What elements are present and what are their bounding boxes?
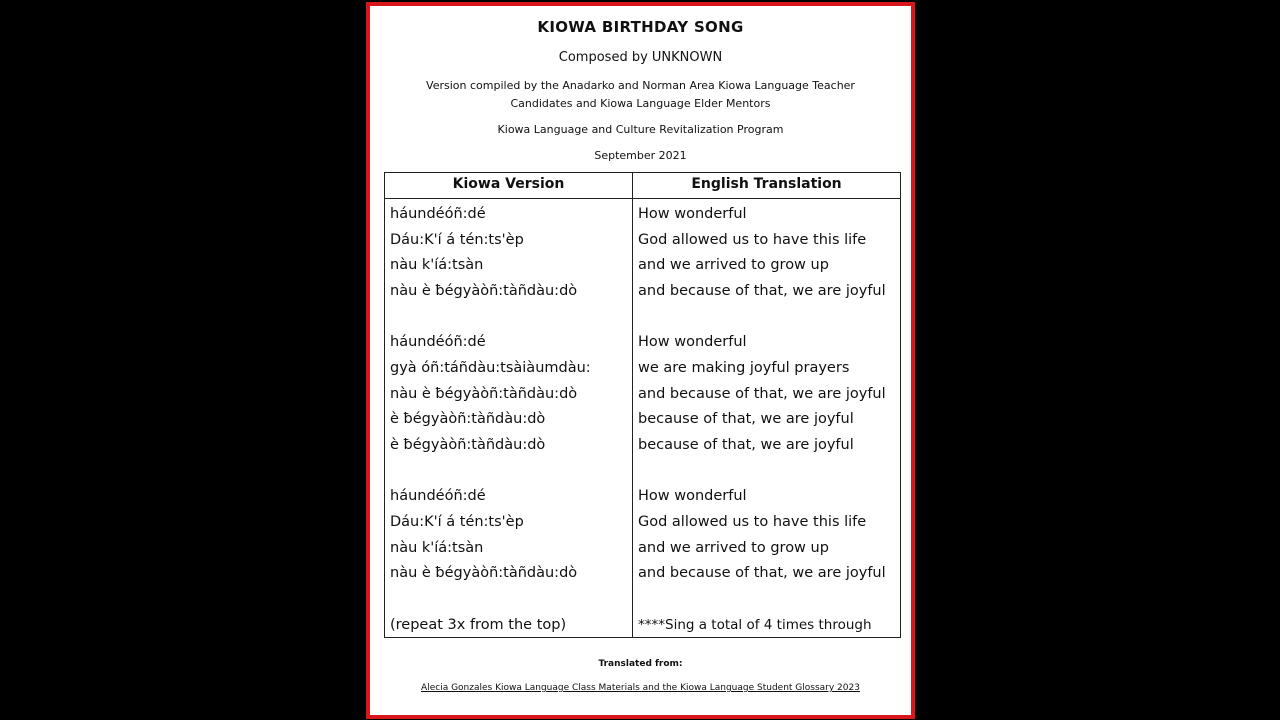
english-line: and we arrived to grow up bbox=[638, 257, 829, 273]
english-line: How wonderful bbox=[638, 488, 747, 504]
english-line: we are making joyful prayers bbox=[638, 360, 850, 376]
english-line: How wonderful bbox=[638, 206, 747, 222]
kiowa-line: háundéóñ:dé bbox=[390, 488, 486, 504]
english-line: and because of that, we are joyful bbox=[638, 565, 886, 581]
english-line: and because of that, we are joyful bbox=[638, 283, 886, 299]
kiowa-line: Dáu:K'í á tén:ts'èp bbox=[390, 232, 524, 248]
sing-total-note: ****Sing a total of 4 times through bbox=[638, 617, 872, 633]
kiowa-line: háundéóñ:dé bbox=[390, 334, 486, 350]
kiowa-line: nàu è ƀégyàòñ:tàñdàu:dò bbox=[390, 386, 578, 402]
english-line: because of that, we are joyful bbox=[638, 437, 854, 453]
english-line: How wonderful bbox=[638, 334, 747, 350]
kiowa-line: gyà óñ:táñdàu:tsàiàumdàu: bbox=[390, 360, 591, 376]
kiowa-line: è ƀégyàòñ:tàñdàu:dò bbox=[390, 437, 546, 453]
document-date: September 2021 bbox=[594, 149, 687, 162]
table-header-row bbox=[385, 173, 900, 199]
english-line: and we arrived to grow up bbox=[638, 540, 829, 556]
composer-line: Composed by UNKNOWN bbox=[558, 50, 723, 65]
english-line: God allowed us to have this life bbox=[638, 514, 867, 530]
document-page bbox=[366, 2, 915, 719]
repeat-instruction: (repeat 3x from the top) bbox=[390, 617, 567, 633]
compiled-by-line-1: Version compiled by the Anadarko and Norman Area Kiowa Language Teacher bbox=[426, 79, 855, 92]
kiowa-line: è ƀégyàòñ:tàñdàu:dò bbox=[390, 411, 546, 427]
kiowa-line: nàu è ƀégyàòñ:tàñdàu:dò bbox=[390, 283, 578, 299]
program-name: Kiowa Language and Culture Revitalization Program bbox=[497, 123, 784, 136]
english-line: God allowed us to have this life bbox=[638, 232, 867, 248]
kiowa-line: nàu k'íá:tsàn bbox=[390, 257, 484, 273]
source-citation: Alecia Gonzales Kiowa Language Class Materials and the Kiowa Language Student Glossary 2023 bbox=[421, 683, 860, 693]
english-line: and because of that, we are joyful bbox=[638, 386, 886, 402]
header-english-translation: English Translation bbox=[691, 176, 842, 192]
translated-from-label: Translated from: bbox=[598, 659, 683, 669]
header-kiowa-version: Kiowa Version bbox=[452, 176, 565, 192]
kiowa-line: Dáu:K'í á tén:ts'èp bbox=[390, 514, 524, 530]
song-title: KIOWA BIRTHDAY SONG bbox=[537, 18, 744, 36]
english-line: because of that, we are joyful bbox=[638, 411, 854, 427]
kiowa-line: nàu k'íá:tsàn bbox=[390, 540, 484, 556]
kiowa-line: nàu è ƀégyàòñ:tàñdàu:dò bbox=[390, 565, 578, 581]
kiowa-line: háundéóñ:dé bbox=[390, 206, 486, 222]
compiled-by-line-2: Candidates and Kiowa Language Elder Mentors bbox=[510, 97, 771, 110]
lyrics-table bbox=[384, 172, 901, 638]
column-divider bbox=[632, 173, 633, 637]
